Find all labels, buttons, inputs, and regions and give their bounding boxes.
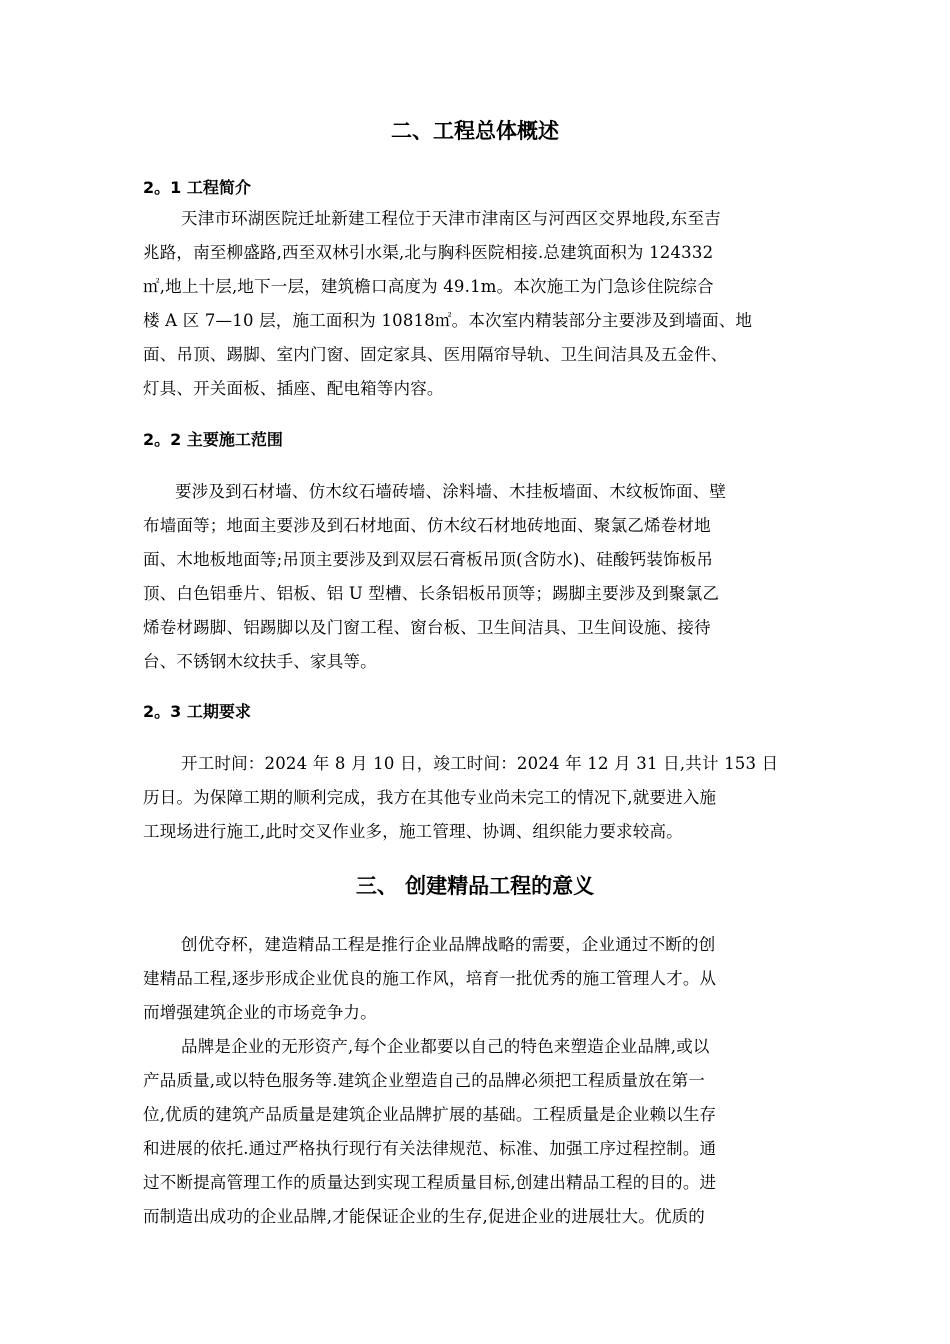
paragraph-line: 开工时间：2024 年 8 月 10 日，竣工时间：2024 年 12 月 31 日,共计 153 日	[181, 754, 779, 773]
paragraph-line: 台、不锈钢木纹扶手、家具等。	[143, 652, 377, 671]
paragraph-line: 顶、白色铝垂片、铝板、铝 U 型槽、长条铝板吊顶等；踢脚主要涉及到聚氯乙	[143, 584, 720, 603]
section-3-paragraph-2	[143, 1030, 813, 1234]
section-3-title: 三、 创建精品工程的意义	[355, 874, 595, 898]
paragraph-line: 面、木地板地面等;吊顶主要涉及到双层石膏板吊顶(含防水)、硅酸钙装饰板吊	[143, 550, 714, 569]
paragraph-line: 和进展的依托.通过严格执行现行有关法律规范、标准、加强工序过程控制。通	[143, 1139, 717, 1158]
paragraph-line: 而增强建筑企业的市场竞争力。	[143, 1003, 377, 1022]
paragraph-line: 建精品工程,逐步形成企业优良的施工作风，培育一批优秀的施工管理人才。从	[143, 969, 717, 988]
paragraph-line: 布墙面等；地面主要涉及到石材地面、仿木纹石材地砖地面、聚氯乙烯卷材地	[143, 516, 711, 535]
paragraph-line: 历日。为保障工期的顺利完成，我方在其他专业尚未完工的情况下,就要进入施	[143, 788, 717, 807]
section-2-2-heading: 2。2 主要施工范围	[143, 430, 283, 449]
paragraph-line: 工现场进行施工,此时交叉作业多，施工管理、协调、组织能力要求较高。	[143, 822, 683, 841]
paragraph-line: 天津市环湖医院迁址新建工程位于天津市津南区与河西区交界地段,东至吉	[181, 209, 721, 228]
section-2-3-heading: 2。3 工期要求	[143, 702, 251, 721]
section-2-title: 二、工程总体概述	[391, 119, 559, 143]
paragraph-line: 楼 A 区 7—10 层，施工面积为 10818㎡。本次室内精装部分主要涉及到墙面、地	[143, 311, 753, 330]
paragraph-line: 面、吊顶、踢脚、室内门窗、固定家具、医用隔帘导轨、卫生间洁具及五金件、	[143, 345, 728, 364]
paragraph-line: 品牌是企业的无形资产,每个企业都要以自己的特色来塑造企业品牌,或以	[181, 1037, 710, 1056]
section-2-3-paragraph	[143, 747, 813, 849]
paragraph-line: ㎡,地上十层,地下一层，建筑檐口高度为 49.1m。本次施工为门急诊住院综合	[143, 277, 714, 296]
paragraph-line: 要涉及到石材墙、仿木纹石墙砖墙、涂料墙、木挂板墙面、木纹板饰面、壁	[175, 482, 727, 501]
paragraph-line: 产品质量,或以特色服务等.建筑企业塑造自己的品牌必须把工程质量放在第一	[143, 1071, 705, 1090]
paragraph-line: 灯具、开关面板、插座、配电箱等内容。	[143, 379, 444, 398]
paragraph-line: 而制造出成功的企业品牌,才能保证企业的生存,促进企业的进展壮大。优质的	[143, 1207, 705, 1226]
section-2-2-paragraph	[143, 475, 813, 679]
paragraph-line: 烯卷材踢脚、铝踢脚以及门窗工程、窗台板、卫生间洁具、卫生间设施、接待	[143, 618, 711, 637]
paragraph-line: 位,优质的建筑产品质量是建筑企业品牌扩展的基础。工程质量是企业赖以生存	[143, 1105, 717, 1124]
section-3-paragraph-1	[143, 928, 813, 1030]
section-2-1-paragraph	[143, 202, 813, 406]
paragraph-line: 兆路，南至柳盛路,西至双林引水渠,北与胸科医院相接.总建筑面积为 124332	[143, 243, 714, 262]
paragraph-line: 过不断提高管理工作的质量达到实现工程质量目标,创建出精品工程的目的。进	[143, 1173, 717, 1192]
paragraph-line: 创优夺杯，建造精品工程是推行企业品牌战略的需要，企业通过不断的创	[181, 935, 716, 954]
section-2-1-heading: 2。1 工程简介	[143, 178, 251, 197]
